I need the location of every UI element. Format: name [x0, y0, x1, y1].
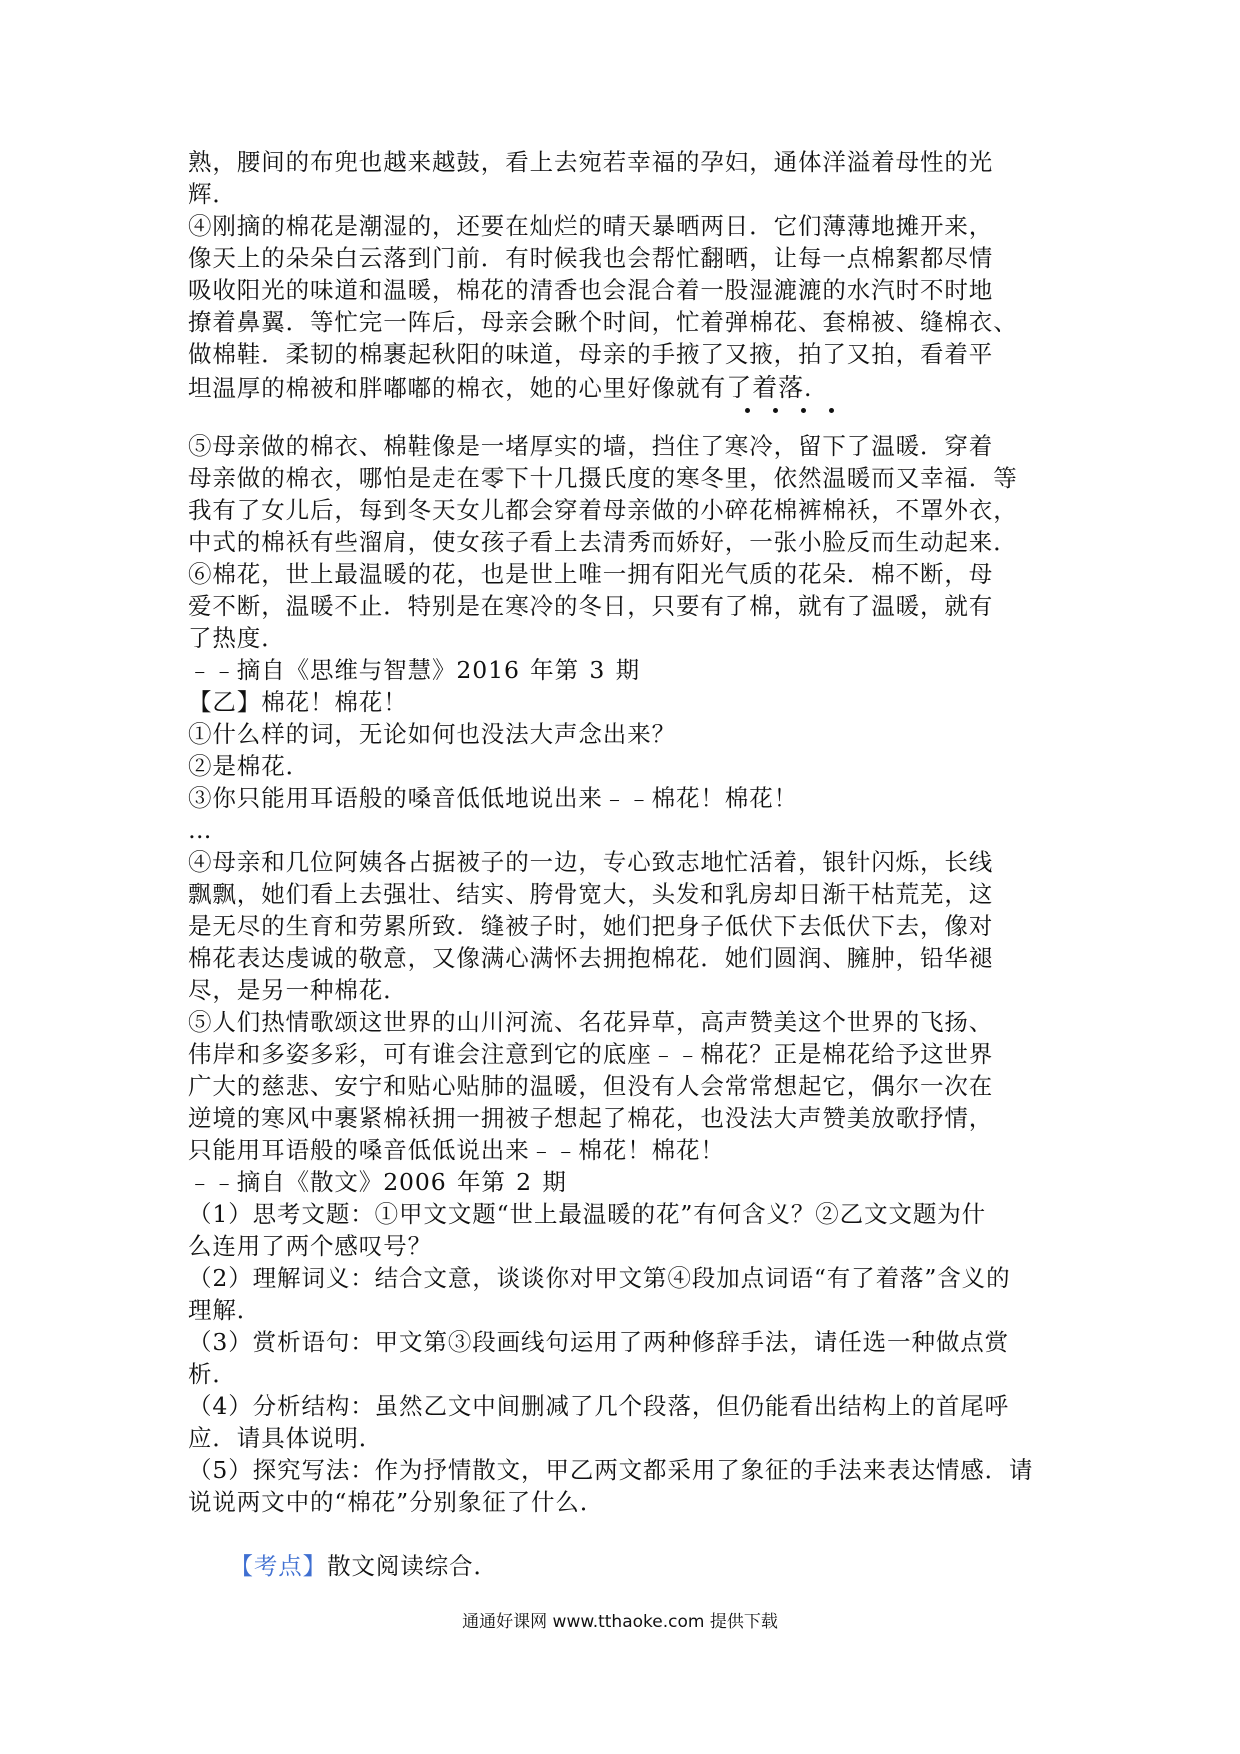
- text-line: 【乙】棉花！棉花！: [188, 688, 408, 716]
- text-line: 说说两文中的“棉花”分别象征了什么．: [188, 1488, 605, 1516]
- kaodian-label: 【考点】: [229, 1552, 328, 1580]
- kaodian-text: 散文阅读综合．: [327, 1552, 498, 1580]
- text-line: 撩着鼻翼．等忙完一阵后，母亲会瞅个时间，忙着弹棉花、套棉被、缝棉衣、: [188, 308, 1018, 336]
- text-line: 做棉鞋．柔韧的棉裹起秋阳的味道，母亲的手掖了又掖，拍了又拍，看着平: [188, 340, 994, 368]
- emphasis-dot: [829, 408, 834, 413]
- page-footer: 通通好课网 www.tthaoke.com 提供下载: [462, 1612, 778, 1632]
- text-line: 吸收阳光的味道和温暖，棉花的清香也会混合着一股湿漉漉的水汽时不时地: [188, 276, 994, 304]
- text-line: （5）探究写法：作为抒情散文，甲乙两文都采用了象征的手法来表达情感．请: [188, 1456, 1034, 1484]
- text-line: ⑥棉花，世上最温暖的花，也是世上唯一拥有阳光气质的花朵．棉不断，母: [188, 560, 994, 588]
- text-line: 应．请具体说明．: [188, 1424, 384, 1452]
- text-line: ④母亲和几位阿姨各占据被子的一边，专心致志地忙活着，银针闪烁，长线: [188, 848, 994, 876]
- text-line: 理解．: [188, 1296, 262, 1324]
- text-line: ②是棉花．: [188, 752, 310, 780]
- emphasis-dot: [801, 408, 806, 413]
- text-line: 是无尽的生育和劳累所致．缝被子时，她们把身子低伏下去低伏下去，像对: [188, 912, 994, 940]
- text-line: （2）理解词义：结合文意，谈谈你对甲文第④段加点词语“有了着落”含义的: [188, 1264, 1011, 1292]
- emphasis-dot: [773, 408, 778, 413]
- text-line: ⑤母亲做的棉衣、棉鞋像是一堵厚实的墙，挡住了寒冷，留下了温暖．穿着: [188, 432, 994, 460]
- text-line: 伟岸和多姿多彩，可有谁会注意到它的底座﹣﹣棉花？正是棉花给予这世界: [188, 1040, 994, 1068]
- paragraph-block-b: [188, 430, 1052, 1518]
- text-line: （3）赏析语句：甲文第③段画线句运用了两种修辞手法，请任选一种做点赏: [188, 1328, 1010, 1356]
- text-line: 母亲做的棉衣，哪怕是走在零下十几摄氏度的寒冬里，依然温暖而又幸福．等: [188, 464, 1018, 492]
- paragraph-block-a: [188, 146, 1052, 430]
- emphasis-dot: [745, 408, 750, 413]
- text-line: 辉．: [188, 180, 237, 208]
- text-line: （4）分析结构：虽然乙文中间删减了几个段落，但仍能看出结构上的首尾呼: [188, 1392, 1010, 1420]
- text-line: ①什么样的词，无论如何也没法大声念出来？: [188, 720, 676, 748]
- text-line-with-dotted-word: [188, 372, 1052, 404]
- text-line: ﹣﹣摘自《散文》2006 年第 2 期: [188, 1168, 567, 1196]
- text-line: 了热度．: [188, 624, 286, 652]
- text-line: 尽，是另一种棉花．: [188, 976, 408, 1004]
- text-line: 熟，腰间的布兜也越来越鼓，看上去宛若幸福的孕妇，通体洋溢着母性的光: [188, 148, 994, 176]
- text-line: 棉花表达虔诚的敬意，又像满心满怀去拥抱棉花．她们圆润、臃肿，铅华褪: [188, 944, 994, 972]
- text-line: 爱不断，温暖不止．特别是在寒冷的冬日，只要有了棉，就有了温暖，就有: [188, 592, 994, 620]
- document-body: [188, 146, 1052, 1614]
- text-line: 广大的慈悲、安宁和贴心贴肺的温暖，但没有人会常常想起它，偶尔一次在: [188, 1072, 994, 1100]
- text-line: 中式的棉袄有些溜肩，使女孩子看上去清秀而娇好，一张小脸反而生动起来．: [188, 528, 1018, 556]
- dotted-line-suffix: .: [804, 374, 813, 402]
- text-line: （1）思考文题：①甲文文题“世上最温暖的花”有何含义？②乙文文题为什: [188, 1200, 987, 1228]
- text-line: 么连用了两个感叹号？: [188, 1232, 432, 1260]
- kaodian-line: [188, 1518, 1052, 1614]
- text-line: 像天上的朵朵白云落到门前．有时候我也会帮忙翻晒，让每一点棉絮都尽情: [188, 244, 994, 272]
- dotted-line-prefix: 坦温厚的棉被和胖嘟嘟的棉衣，她的心里好像就: [188, 374, 701, 402]
- dotted-word: 有了着落: [700, 373, 805, 402]
- text-line: 逆境的寒风中裹紧棉袄拥一拥被子想起了棉花，也没法大声赞美放歌抒情，: [188, 1104, 994, 1132]
- text-line: ③你只能用耳语般的嗓音低低地说出来﹣﹣棉花！棉花！: [188, 784, 798, 812]
- text-line: ﹣﹣摘自《思维与智慧》2016 年第 3 期: [188, 656, 640, 684]
- text-line: ④刚摘的棉花是潮湿的，还要在灿烂的晴天暴晒两日．它们薄薄地摊开来，: [188, 212, 994, 240]
- text-line: 飘飘，她们看上去强壮、结实、胯骨宽大，头发和乳房却日渐干枯荒芜，这: [188, 880, 994, 908]
- text-line: 我有了女儿后，每到冬天女儿都会穿着母亲做的小碎花棉裤棉袄，不罩外衣，: [188, 496, 1018, 524]
- text-line: 只能用耳语般的嗓音低低说出来﹣﹣棉花！棉花！: [188, 1136, 725, 1164]
- text-line: ⑤人们热情歌颂这世界的山川河流、名花异草，高声赞美这个世界的飞扬、: [188, 1008, 994, 1036]
- emphasis-dots: [188, 406, 1052, 430]
- text-line: …: [188, 816, 213, 844]
- text-line: 析．: [188, 1360, 237, 1388]
